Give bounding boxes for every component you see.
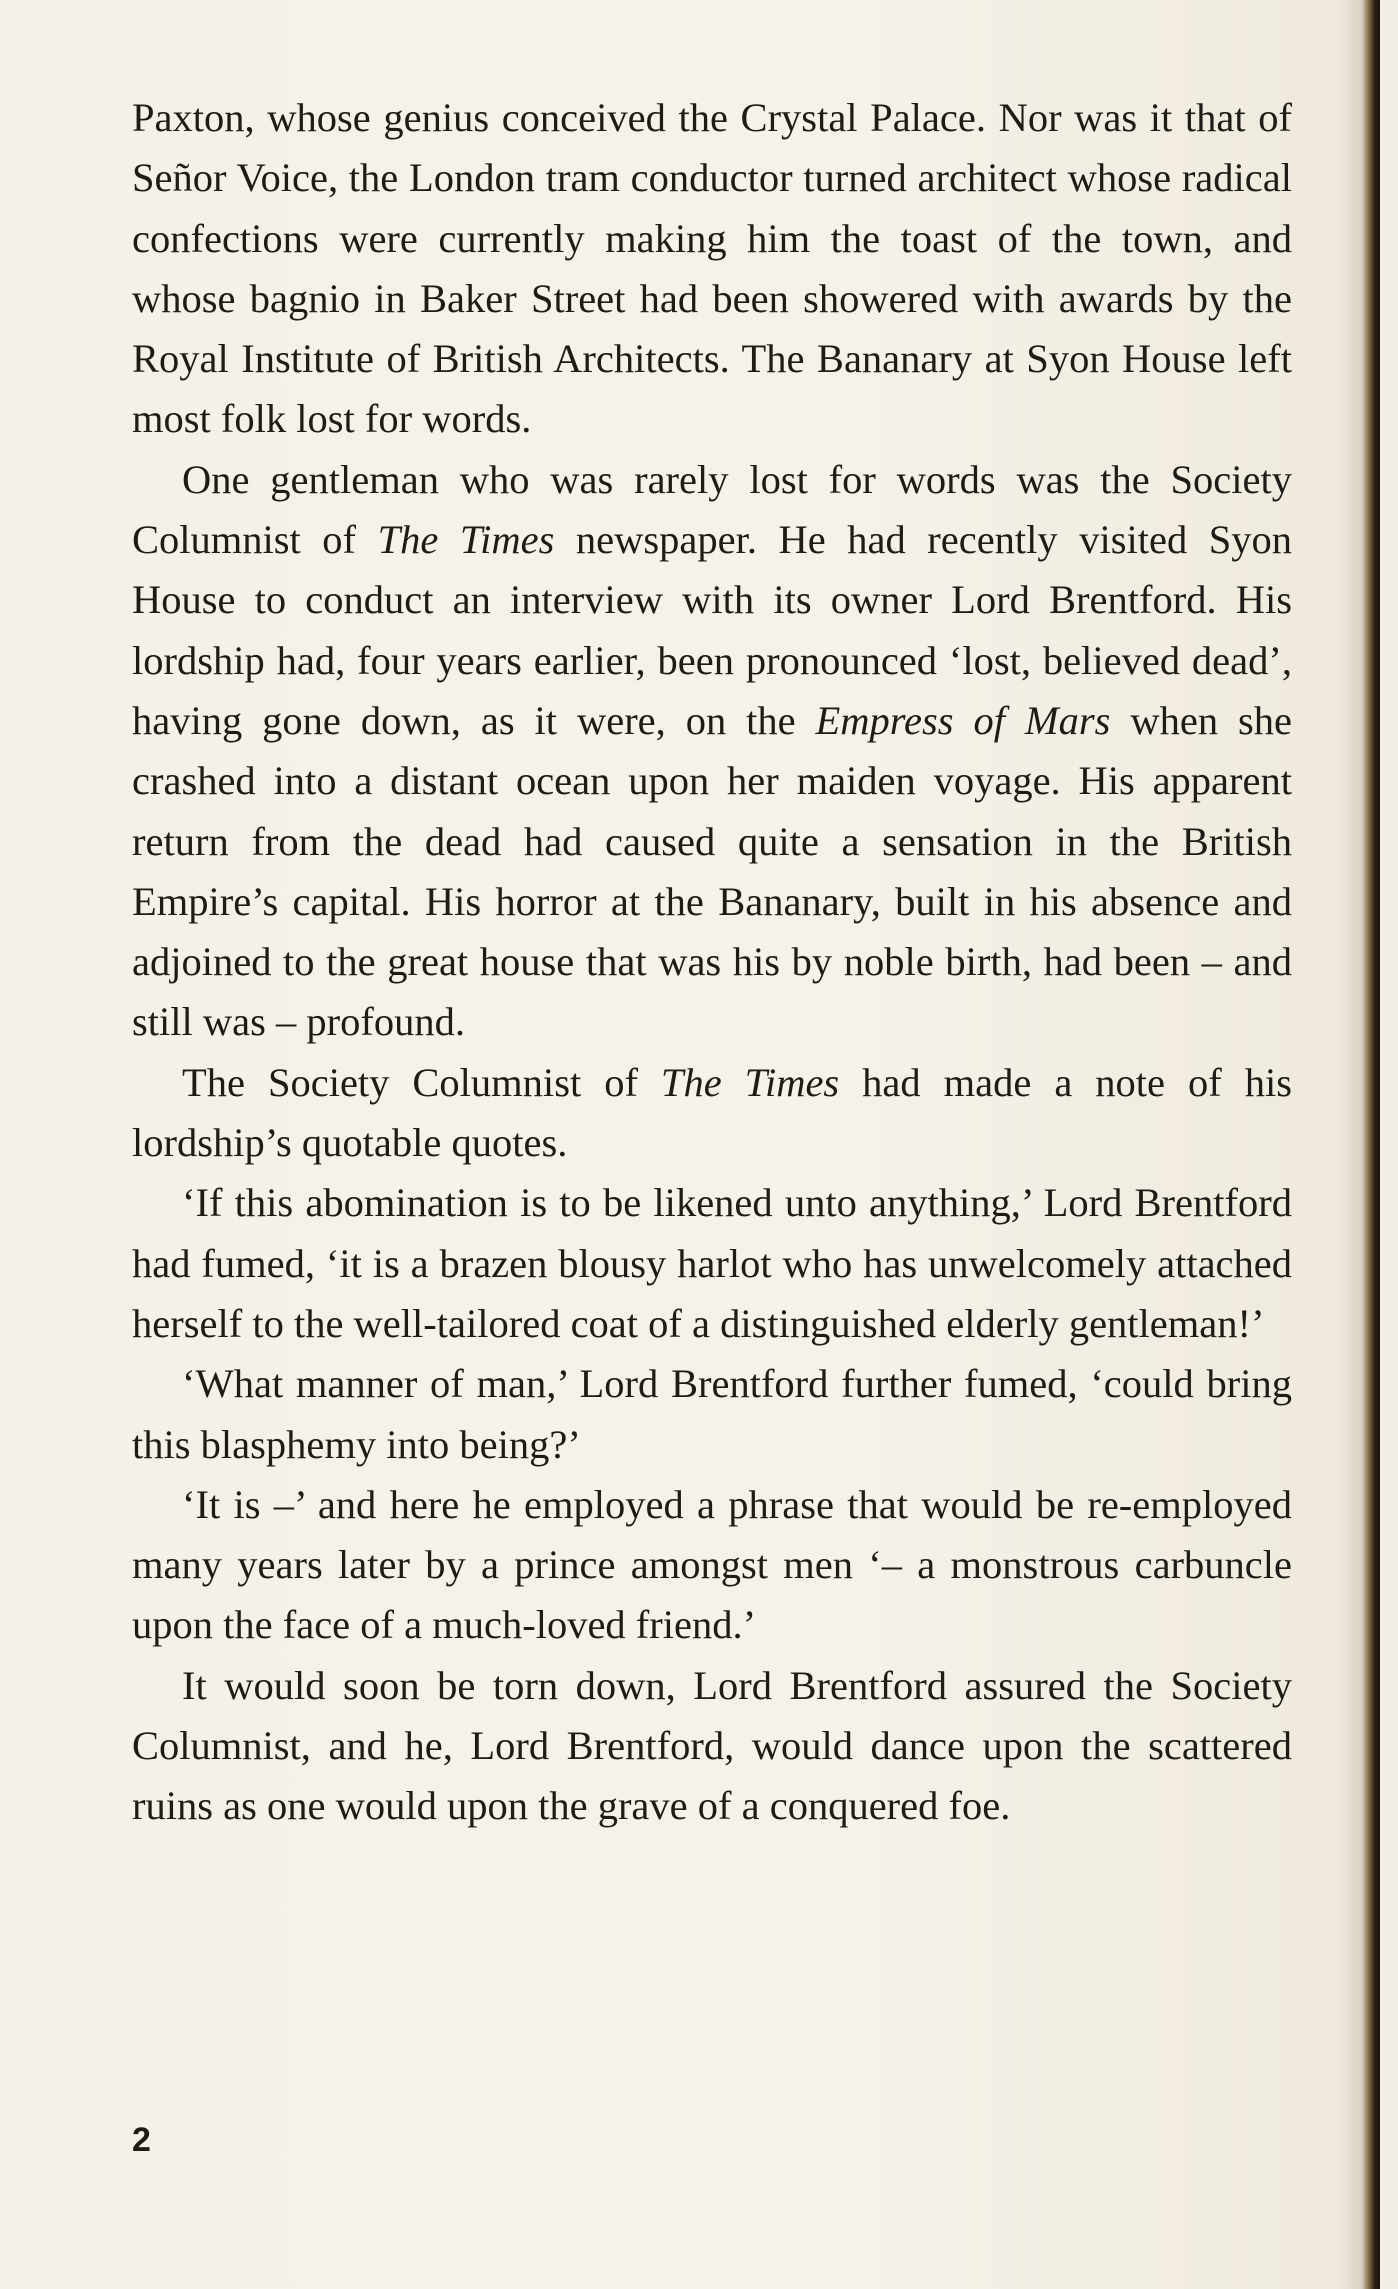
newspaper-title: The Times xyxy=(660,1059,840,1105)
paragraph-7 xyxy=(132,1656,1292,1837)
text-segment: when she crashed into a distant ocean upon her maiden voyage. His apparent return from the dead had caused quite a sensation in the British Empire’s capital. His horror at the Bananary, built in his absence and adjoined to the great house that was his by noble birth, had been – and still was – profound. xyxy=(132,697,1292,1045)
body-text xyxy=(132,88,1292,1837)
text-segment: had made a note of his lordship’s quotable quotes. xyxy=(132,1059,1292,1166)
text-segment: It would soon be torn down, Lord Brentford assured the Society Columnist, and he, Lord Brentford, would dance upon the scattered ruins as one would upon the grave of a conquered foe. xyxy=(132,1662,1292,1829)
newspaper-title: The Times xyxy=(377,517,555,563)
text-segment: newspaper. He had recently visited Syon House to conduct an interview with its owner Lord Brentford. His lordship had, four years earlier, been pronounced ‘lost, believed dead’, having gone down, as it were, on the xyxy=(132,517,1292,743)
paragraph-2 xyxy=(132,450,1292,1053)
page-number: 2 xyxy=(132,2121,151,2159)
book-spine-edge xyxy=(1362,0,1380,2289)
paragraph-1 xyxy=(132,88,1292,450)
paragraph-6 xyxy=(132,1475,1292,1656)
text-segment: ‘What manner of man,’ Lord Brentford further fumed, ‘could bring this blasphemy into being?’ xyxy=(132,1361,1292,1467)
ship-name: Empress of Mars xyxy=(815,697,1111,743)
text-segment: ‘It is –’ and here he employed a phrase that would be re-employed many years later by a prince amongst men ‘– a monstrous carbuncle upon the face of a much-loved friend.’ xyxy=(132,1481,1292,1648)
page-edge-shadow xyxy=(1338,0,1362,2289)
text-segment: ‘If this abomination is to be likened unto anything,’ Lord Brentford had fumed, ‘it is a brazen blousy harlot who has unwelcomely attached herself to the well-tailored coat of a distinguished elderly gentleman!’ xyxy=(132,1180,1292,1346)
paragraph-4 xyxy=(132,1173,1292,1354)
text-segment: The Society Columnist of xyxy=(182,1059,661,1105)
paragraph-3 xyxy=(132,1053,1292,1174)
text-segment: One gentleman who was rarely lost for words was the Society Columnist of xyxy=(132,456,1292,563)
paragraph-5 xyxy=(132,1354,1292,1475)
text-segment: Paxton, whose genius conceived the Crystal Palace. Nor was it that of Señor Voice, the London tram conductor turned architect whose radical confections were currently making him the toast of the town, and whose bagnio in Baker Street had been showered with awards by the Royal Institute of British Architects. The Bananary at Syon House left most folk lost for words. xyxy=(132,95,1292,442)
